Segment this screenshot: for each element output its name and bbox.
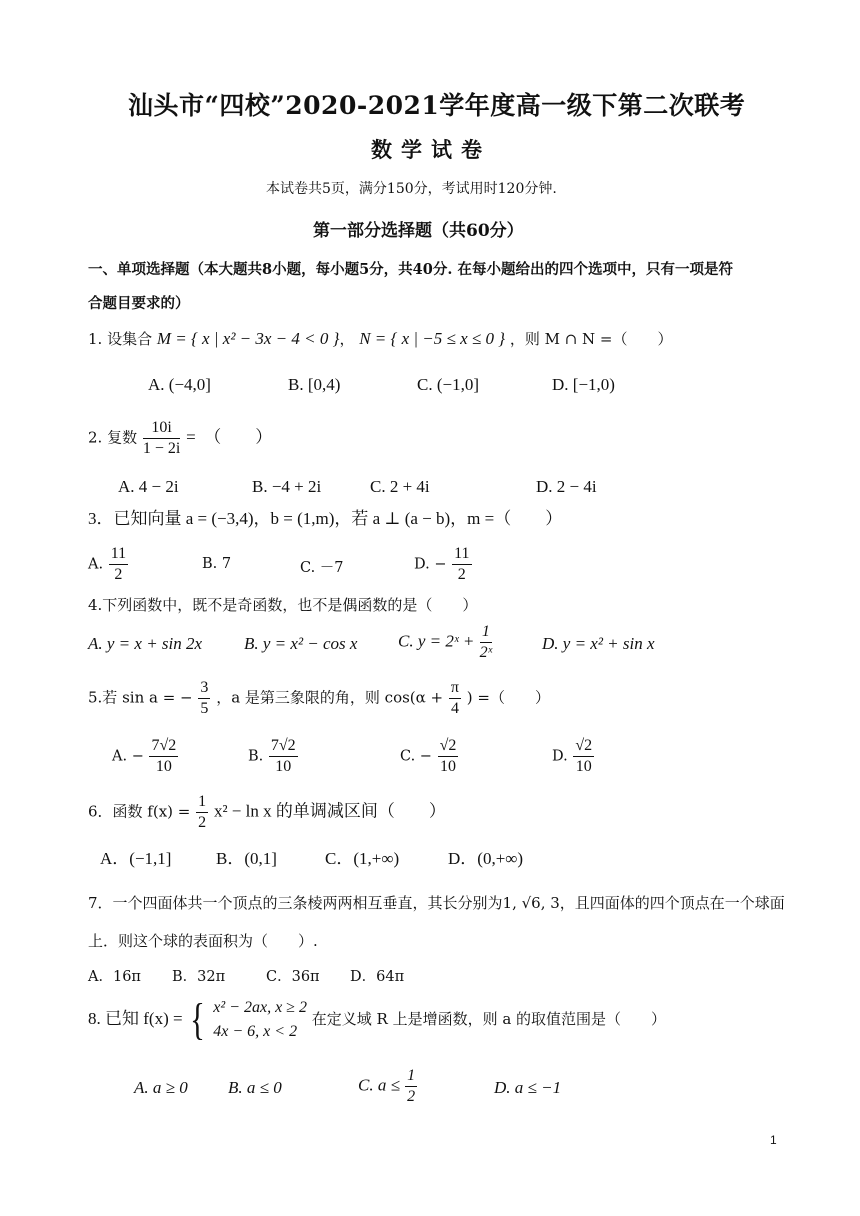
q3-option-c: C. －7 <box>300 560 344 576</box>
q4-option-d: D. y = x² + sin x <box>542 634 655 653</box>
question-2 <box>88 418 272 459</box>
q6-prefix: 6．函数 f(x) = <box>88 802 191 821</box>
q4-c-fraction: $\frac{1}{\text{2ˣ}}$ <box>479 623 493 661</box>
q2-option-a: A. 4 − 2i <box>118 477 179 496</box>
q1-option-d: D. [−1,0) <box>552 375 615 394</box>
q1-prefix: 1. 设集合 <box>88 330 153 348</box>
q8-option-a: A. a ≥ 0 <box>134 1078 188 1097</box>
question-5 <box>88 678 550 719</box>
q6-option-a: A．(−1,1] <box>100 849 172 868</box>
section1-heading-line1: 一、单项选择题（本大题共8小题，每小题5分，共40分. 在每小题给出的四个选项中，只有一项是符 <box>88 261 733 278</box>
q6-rest: x² − ln x 的单调减区间（ ） <box>213 801 446 821</box>
q2-option-d: D. 2 − 4i <box>536 477 597 496</box>
question-8 <box>88 996 666 1044</box>
q2-ask: = （ ） <box>186 427 273 447</box>
q2-fraction <box>143 418 180 459</box>
q5-prefix: 5.若 sin a = − <box>88 688 193 707</box>
q2-option-b: B. −4 + 2i <box>252 477 322 496</box>
q3-a-fraction: $\frac{11}{2}$ <box>110 545 127 583</box>
q7-option-b: B．32π <box>172 969 226 985</box>
part1-title: 第一部分选择题（共60分） <box>313 221 524 241</box>
q6-option-b: B．(0,1] <box>216 849 277 868</box>
question-6 <box>88 792 446 833</box>
q6-option-d: D．(0,+∞) <box>448 849 524 868</box>
q8-case1: x² − 2ax, x ≥ 2 <box>213 999 307 1016</box>
question-3: 3．已知向量 a = (−3,4)，b = (1,m)，若 a ⊥ (a − b)，m =（ ） <box>88 509 563 528</box>
q1-ask: ，则 M ∩ N =（ ） <box>509 330 673 348</box>
q3-option-d: D. − $\frac{11}{2}$ <box>414 545 470 583</box>
q5-pi-fraction: $\frac{\pi}{4}$ <box>450 679 459 717</box>
q5-ask: ) =（ ） <box>466 688 550 707</box>
q5-option-d: D. $\frac{√2}{10}$ <box>552 737 593 775</box>
q2-den: 1 − 2i <box>142 440 181 457</box>
q3-d-fraction: $\frac{11}{2}$ <box>454 545 470 583</box>
exam-intro: 本试卷共5页，满分150分，考试用时120分钟. <box>266 181 557 197</box>
q6-half-fraction: $\frac{1}{2}$ <box>198 793 207 831</box>
q8-c-fraction: $\frac{1}{2}$ <box>407 1067 416 1105</box>
q2-prefix: 2. 复数 <box>88 428 138 447</box>
q8-option-c: C. a ≤ $\frac{1}{2}$ <box>358 1067 416 1105</box>
q3-option-a: A. $\frac{11}{2}$ <box>88 545 127 583</box>
exam-subtitle: 数学试卷 <box>371 137 491 162</box>
exam-title: 汕头市“四校”2020-2021学年度高一级下第二次联考 <box>128 91 746 120</box>
q5-mid: ，a 是第三象限的角，则 cos(α + <box>216 688 444 707</box>
q5-option-c: C. − $\frac{√2}{10}$ <box>400 737 457 775</box>
q8-option-d: D. a ≤ −1 <box>494 1078 562 1097</box>
question-4: 4.下列函数中，既不是奇函数，也不是偶函数的是（ ） <box>88 596 478 614</box>
page-number: 1 <box>770 1133 777 1147</box>
section1-heading-line2: 合题目要求的） <box>88 295 190 312</box>
q8-option-b: B. a ≤ 0 <box>228 1078 282 1097</box>
q8-left-brace: { <box>190 995 206 1044</box>
q8-ask: 在定义域 R 上是增函数，则 a 的取值范围是（ ） <box>311 1010 667 1028</box>
question-7-line2: 上．则这个球的表面积为（ ）. <box>88 932 318 950</box>
q5-sin-fraction: $\frac{3}{5}$ <box>200 679 209 717</box>
q4-option-b: B. y = x² − cos x <box>244 634 358 653</box>
q5-option-b: B. $\frac{7√2}{10}$ <box>248 737 296 775</box>
q6-option-c: C．(1,+∞) <box>325 849 400 868</box>
q4-option-c: C. y = 2ˣ + $\frac{1}{\text{2ˣ}}$ <box>398 623 493 661</box>
q8-cases <box>213 996 307 1044</box>
question-1: 1. 设集合 M = { x | x² − 3x − 4 < 0 }， N = { x | −5 ≤ x ≤ 0 } ，则 M ∩ N =（ ） <box>88 329 673 348</box>
q1-set-n: N = { x | −5 ≤ x ≤ 0 } <box>359 329 506 348</box>
q5-option-a: A. − $\frac{7√2}{10}$ <box>112 737 177 775</box>
q3-option-b: B. 7 <box>202 556 232 572</box>
q7-option-d: D．64π <box>350 969 405 985</box>
q8-case2: 4x − 6, x < 2 <box>213 1023 298 1040</box>
question-7-line1: 7．一个四面体共一个顶点的三条棱两两相互垂直，其长分别为1, √6, 3，且四面体的四个顶点在一个球面 <box>88 894 785 912</box>
q2-num: 10i <box>143 418 180 439</box>
q1-option-b: B. [0,4) <box>288 375 341 394</box>
q7-option-c: C．36π <box>266 969 320 985</box>
q7-option-a: A．16π <box>88 969 141 985</box>
q8-prefix: 8. 已知 f(x) = <box>88 1009 183 1028</box>
q2-option-c: C. 2 + 4i <box>370 477 430 496</box>
q1-set-m: M = { x | x² − 3x − 4 < 0 } <box>156 329 340 348</box>
q4-option-a: A. y = x + sin 2x <box>88 634 203 653</box>
q1-option-a: A. (−4,0] <box>148 375 211 394</box>
q1-option-c: C. (−1,0] <box>417 375 479 394</box>
